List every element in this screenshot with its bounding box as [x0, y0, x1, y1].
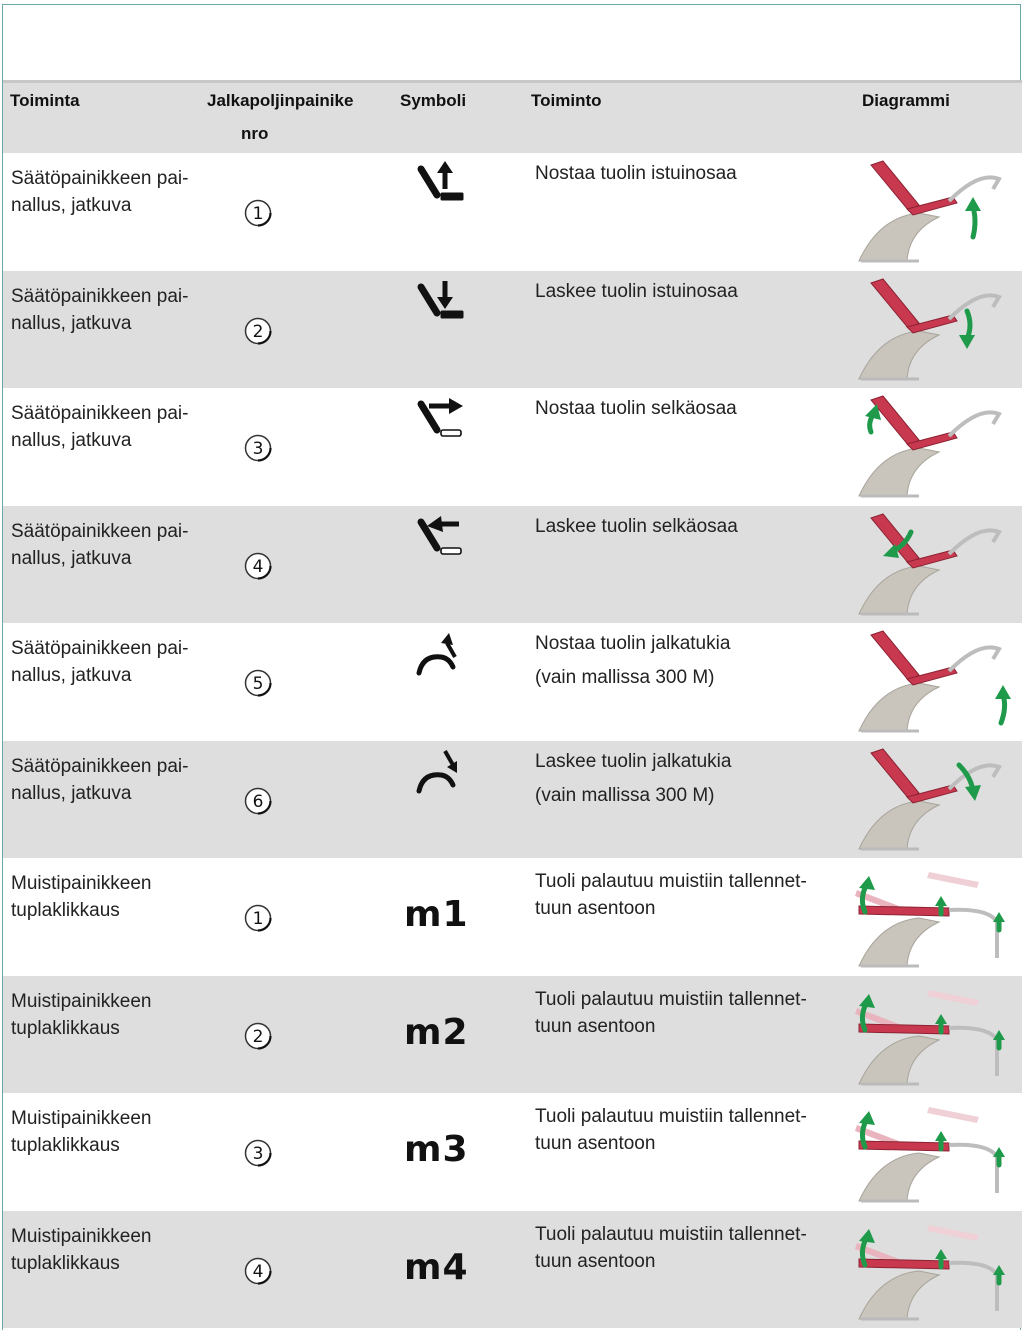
action-cell	[11, 635, 211, 689]
svg-text:2: 2	[252, 321, 264, 342]
function-line: Tuoli palautuu muistiin tallennet-	[535, 1223, 807, 1245]
action-cell	[11, 1223, 211, 1277]
backrest-lower-diagram	[849, 510, 1017, 620]
memory-symbol: m4	[404, 1246, 469, 1288]
function-cell	[535, 163, 835, 185]
action-line: nallus, jatkuva	[11, 195, 132, 216]
action-line: tuplaklikkaus	[11, 1017, 120, 1039]
pedal-number-badge	[244, 317, 272, 345]
svg-text:4: 4	[252, 1261, 264, 1282]
function-cell	[535, 1103, 835, 1157]
svg-text:5: 5	[252, 674, 264, 694]
action-line: Muistipainikkeen	[11, 1225, 152, 1247]
action-line: Säätöpainikkeen pai-	[11, 168, 189, 189]
action-line: Muistipainikkeen	[11, 1108, 152, 1129]
svg-text:4: 4	[252, 556, 264, 577]
seat-raise-diagram	[849, 157, 1017, 267]
pedal-number-badge	[244, 1022, 272, 1050]
seat-up-icon	[407, 159, 471, 219]
function-line: Tuoli palautuu muistiin tallennet-	[535, 1106, 807, 1127]
function-line: Tuoli palautuu muistiin tallennet-	[535, 988, 807, 1010]
function-line: Tuoli palautuu muistiin tallennet-	[535, 871, 807, 892]
function-line: Laskee tuolin istuinosaa	[535, 280, 738, 302]
memory-diagram	[849, 1215, 1017, 1325]
pedal-number-badge	[244, 904, 272, 932]
pedal-number-badge	[244, 199, 272, 227]
pedal-number-badge	[244, 1139, 272, 1167]
action-line: Muistipainikkeen	[11, 990, 152, 1012]
action-line: nallus, jatkuva	[11, 782, 132, 804]
function-cell	[535, 281, 835, 303]
seat-down-icon	[407, 277, 471, 337]
pedal-number-badge	[244, 434, 272, 462]
action-line: Muistipainikkeen	[11, 873, 152, 894]
function-cell	[535, 1221, 835, 1275]
legrest-up-icon	[407, 629, 471, 689]
action-cell	[11, 753, 211, 807]
svg-text:1: 1	[252, 204, 264, 224]
backrest-up-icon	[407, 394, 471, 454]
header-action: Toiminta	[10, 91, 80, 110]
function-line: Laskee tuolin jalkatukia	[535, 750, 732, 772]
function-line: tuun asentoon	[535, 898, 656, 919]
action-line: tuplaklikkaus	[11, 1252, 120, 1274]
legrest-lower-diagram	[849, 745, 1017, 855]
memory-diagram	[849, 862, 1017, 972]
memory-symbol: m3	[404, 1129, 469, 1170]
action-cell	[11, 870, 211, 924]
action-cell	[11, 283, 211, 337]
function-line: Nostaa tuolin jalkatukia	[535, 633, 731, 654]
svg-text:1: 1	[252, 909, 264, 929]
table-row	[3, 388, 1022, 506]
memory-diagram	[849, 980, 1017, 1090]
action-line: tuplaklikkaus	[11, 1135, 120, 1156]
function-line: Nostaa tuolin selkäosaa	[535, 398, 737, 419]
legrest-raise-diagram	[849, 627, 1017, 737]
action-line: Säätöpainikkeen pai-	[11, 755, 189, 777]
backrest-down-icon	[407, 512, 471, 572]
action-cell	[11, 1105, 211, 1159]
action-cell	[11, 988, 211, 1042]
svg-text:6: 6	[252, 791, 264, 812]
action-cell	[11, 400, 211, 454]
table-row	[3, 1093, 1022, 1211]
function-cell	[535, 516, 835, 538]
function-line: Laskee tuolin selkäosaa	[535, 515, 738, 537]
action-line: Säätöpainikkeen pai-	[11, 285, 189, 307]
action-cell	[11, 518, 211, 572]
function-cell	[535, 398, 835, 420]
action-line: Säätöpainikkeen pai-	[11, 638, 189, 659]
table-row	[3, 153, 1022, 271]
function-table	[3, 80, 1022, 1328]
seat-lower-diagram	[849, 275, 1017, 385]
memory-symbol: m1	[404, 894, 469, 935]
action-line: Säätöpainikkeen pai-	[11, 520, 189, 542]
table-row	[3, 1211, 1022, 1329]
action-line: nallus, jatkuva	[11, 665, 132, 686]
function-note: (vain mallissa 300 M)	[535, 667, 715, 688]
header-diagram: Diagrammi	[862, 91, 950, 110]
memory-symbol: m2	[404, 1011, 469, 1053]
function-line: tuun asentoon	[535, 1133, 656, 1154]
pedal-number-badge	[244, 787, 272, 815]
pedal-number-badge	[244, 1257, 272, 1285]
action-line: tuplaklikkaus	[11, 900, 120, 921]
action-cell	[11, 165, 211, 219]
action-line: nallus, jatkuva	[11, 312, 132, 334]
function-line: tuun asentoon	[535, 1250, 656, 1272]
legrest-down-icon	[407, 747, 471, 807]
function-cell	[535, 633, 835, 689]
pedal-number-badge	[244, 669, 272, 697]
action-line: nallus, jatkuva	[11, 430, 132, 451]
table-row	[3, 271, 1022, 389]
svg-text:3: 3	[252, 439, 264, 459]
svg-text:2: 2	[252, 1026, 264, 1047]
table-row	[3, 741, 1022, 859]
table-header	[3, 80, 1022, 153]
header-pedal: Jalkapoljinpainike	[207, 91, 354, 110]
header-pedal-nro: nro	[241, 124, 269, 143]
table-row	[3, 976, 1022, 1094]
function-note: (vain mallissa 300 M)	[535, 784, 715, 806]
table-row	[3, 623, 1022, 741]
function-cell	[535, 868, 835, 922]
pedal-number-badge	[244, 552, 272, 580]
function-cell	[535, 751, 835, 807]
function-line: Nostaa tuolin istuinosaa	[535, 163, 737, 184]
backrest-raise-diagram	[849, 392, 1017, 502]
action-line: nallus, jatkuva	[11, 547, 132, 569]
table-row	[3, 506, 1022, 624]
svg-text:3: 3	[252, 1144, 264, 1164]
header-symbol: Symboli	[400, 91, 467, 110]
action-line: Säätöpainikkeen pai-	[11, 403, 189, 424]
table-row	[3, 858, 1022, 976]
function-cell	[535, 986, 835, 1040]
header-function: Toiminto	[531, 91, 602, 110]
memory-diagram	[849, 1097, 1017, 1207]
function-line: tuun asentoon	[535, 1015, 656, 1037]
